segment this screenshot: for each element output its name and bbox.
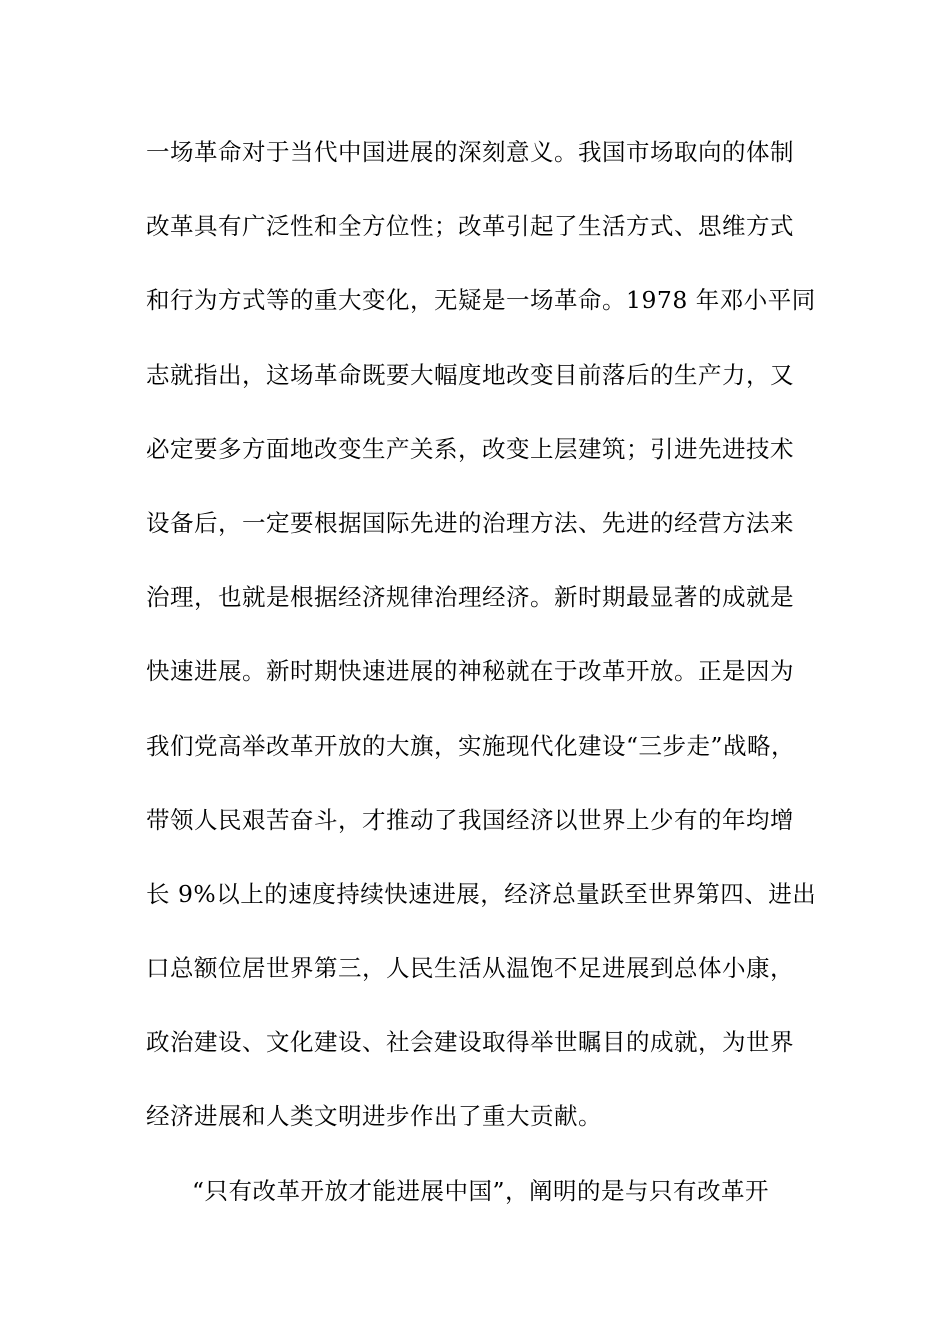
text-line: 长 9%以上的速度持续快速进展，经济总量跃至世界第四、进出 <box>146 879 817 908</box>
text-line: 志就指出，这场革命既要大幅度地改变目前落后的生产力，又 <box>146 360 794 389</box>
text-line: 经济进展和人类文明进步作出了重大贡献。 <box>146 1102 602 1131</box>
text-line: 政治建设、文化建设、社会建设取得举世瞩目的成就，为世界 <box>146 1028 794 1057</box>
text-line: 带领人民艰苦奋斗，才推动了我国经济以世界上少有的年均增 <box>146 805 794 834</box>
text-line: 和行为方式等的重大变化，无疑是一场革命。1978 年邓小平同 <box>146 286 816 315</box>
text-line: 治理，也就是根据经济规律治理经济。新时期最显著的成就是 <box>146 583 794 612</box>
text-line: 我们党高举改革开放的大旗，实施现代化建设“三步走”战略， <box>146 731 796 760</box>
text-line: 一场革命对于当代中国进展的深刻意义。我国市场取向的体制 <box>146 138 794 166</box>
text-line: 改革具有广泛性和全方位性；改革引起了生活方式、思维方式 <box>146 212 794 241</box>
text-line-paragraph-start: “只有改革开放才能进展中国”，阐明的是与只有改革开 <box>192 1176 770 1205</box>
text-line: 设备后，一定要根据国际先进的治理方法、先进的经营方法来 <box>146 508 794 537</box>
body-text <box>146 128 817 1241</box>
text-line: 口总额位居世界第三，人民生活从温饱不足进展到总体小康， <box>146 954 794 983</box>
text-line: 快速进展。新时期快速进展的神秘就在于改革开放。正是因为 <box>146 657 794 686</box>
text-line: 必定要多方面地改变生产关系，改变上层建筑；引进先进技术 <box>146 434 794 463</box>
